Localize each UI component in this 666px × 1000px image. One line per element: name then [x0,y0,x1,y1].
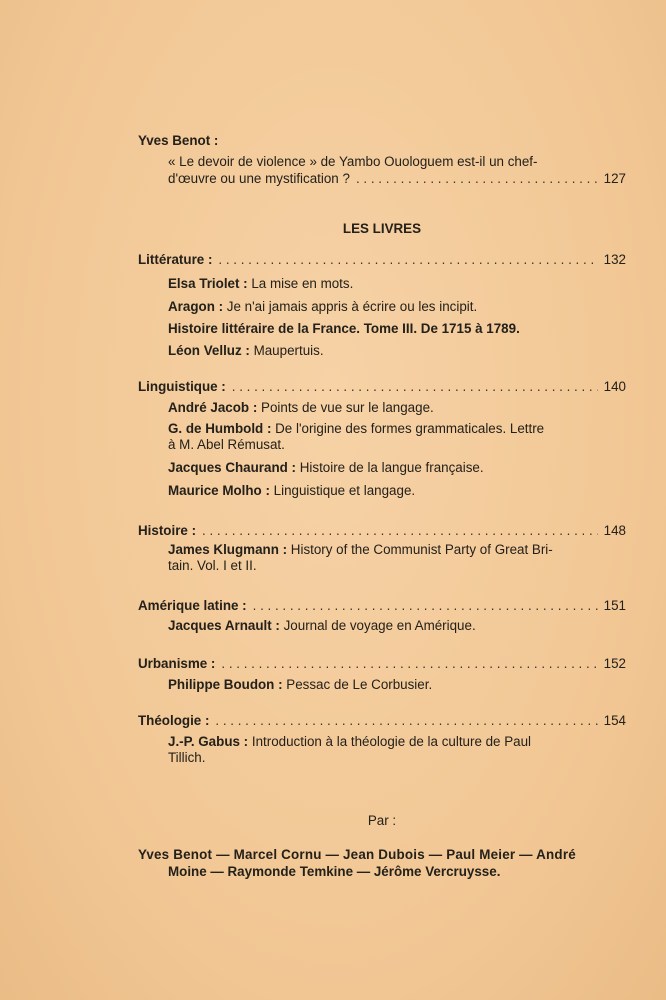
list-item [168,275,626,292]
intro-text-line1: « Le devoir de violence » de Yambo Ouologuem est-il un chef- [168,154,538,169]
list-item [168,320,626,337]
dot-leader [356,170,598,187]
section-label: Linguistique : [138,379,226,394]
section-page-number: 140 [603,379,626,394]
list-item [168,420,626,437]
list-item [168,482,626,499]
intro-toc-line [168,170,626,187]
dot-leader [215,712,597,729]
entry-author: Philippe Boudon : [168,677,283,692]
dot-leader [202,522,598,539]
intro-page-number: 127 [603,171,626,186]
list-item-continuation: tain. Vol. I et II. [168,558,257,573]
entry-author: Jacques Chaurand : [168,460,296,475]
section-page-number: 151 [603,598,626,613]
entry-author: Maurice Molho : [168,483,270,498]
section-label: Théologie : [138,713,210,728]
entry-author: James Klugmann : [168,542,288,557]
list-item [168,342,626,359]
section-histoire [138,522,626,539]
dot-leader [253,597,598,614]
section-label: Littérature : [138,252,213,267]
entry-author: Aragon : [168,299,224,314]
section-urbanisme [138,655,626,672]
list-item [168,399,626,416]
entry-author: Jacques Arnault : [168,618,280,633]
contributors-line1: Yves Benot — Marcel Cornu — Jean Dubois — Paul Meier — André [138,847,576,862]
section-page-number: 132 [603,252,626,267]
entry-title: De l'origine des formes grammaticales. Lettre [275,421,545,436]
entry-author: G. de Humbold : [168,421,272,436]
contributors-label: Par : [367,813,397,828]
list-item [168,459,626,476]
entry-author: Léon Velluz : [168,343,250,358]
entry-title: Pessac de Le Corbusier. [286,677,433,692]
list-item [168,617,626,634]
entry-title: Histoire littéraire de la France. Tome III. De 1715 à 1789. [168,321,520,336]
section-amerique-latine [138,597,626,614]
dot-leader [232,378,598,395]
section-theologie [138,712,626,729]
dot-leader [218,251,597,268]
section-litterature [138,251,626,268]
list-item [168,541,626,558]
section-linguistique [138,378,626,395]
entry-author: J.-P. Gabus : [168,734,249,749]
section-label: Urbanisme : [138,656,216,671]
entry-title: Linguistique et langage. [273,483,416,498]
list-item [168,733,626,750]
entry-title: Histoire de la langue française. [299,460,484,475]
section-page-number: 154 [603,713,626,728]
entry-title: Journal de voyage en Amérique. [283,618,476,633]
list-item [168,676,626,693]
list-item [168,298,626,315]
intro-text-line2: d'œuvre ou une mystification ? [168,171,350,186]
entry-title: Points de vue sur le langage. [261,400,434,415]
list-item-continuation: Tillich. [168,750,206,765]
entry-title: Je n'ai jamais appris à écrire ou les incipit. [226,299,478,314]
entry-title: Introduction à la théologie de la culture de Paul [251,734,532,749]
entry-title: La mise en mots. [251,276,354,291]
section-label: Histoire : [138,523,197,538]
entry-title: Maupertuis. [253,343,324,358]
intro-author: Yves Benot : [138,133,219,148]
list-item-continuation: à M. Abel Rémusat. [168,437,285,452]
section-page-number: 148 [603,523,626,538]
entry-author: André Jacob : [168,400,258,415]
dot-leader [221,655,597,672]
section-page-number: 152 [603,656,626,671]
section-label: Amérique latine : [138,598,247,613]
section-title: LES LIVRES [342,221,422,236]
entry-title: History of the Communist Party of Great Bri- [290,542,553,557]
entry-author: Elsa Triolet : [168,276,248,291]
contributors-line2: Moine — Raymonde Temkine — Jérôme Vercruysse. [168,864,501,879]
